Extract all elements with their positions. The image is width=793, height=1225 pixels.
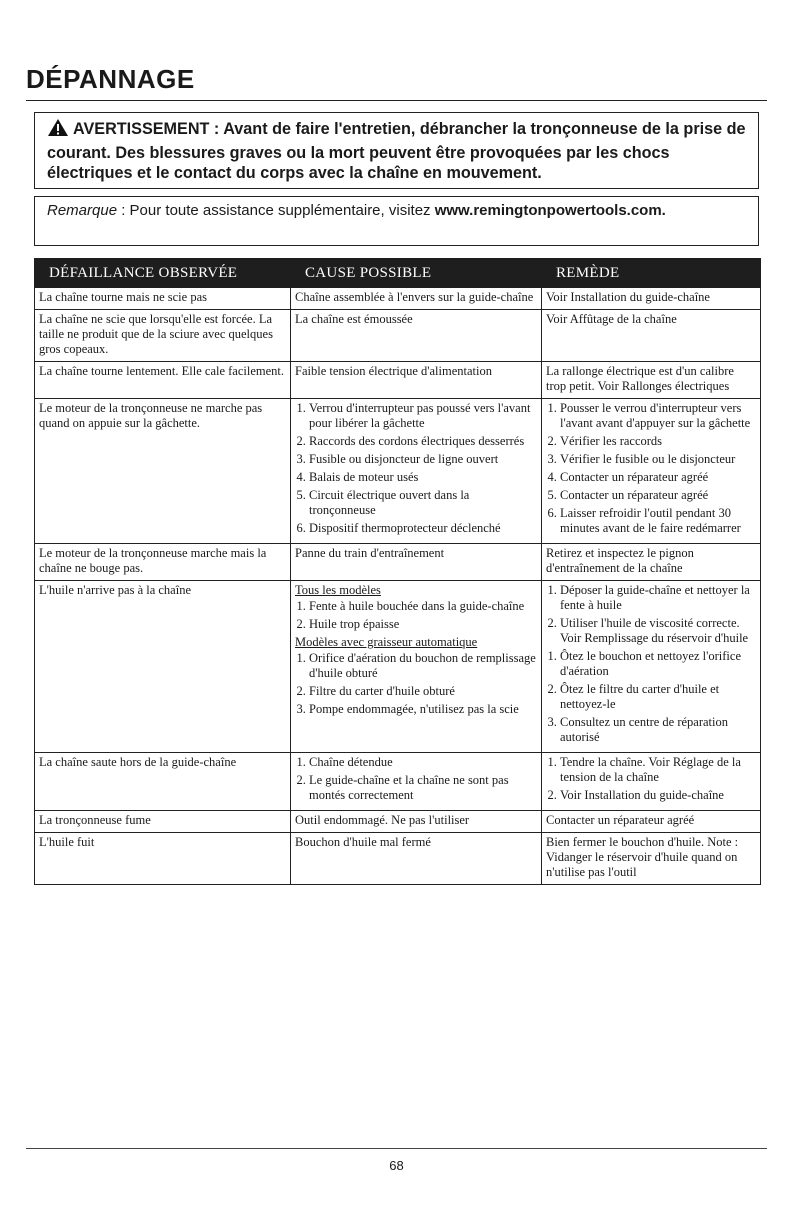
remedy-item: 3. Consultez un centre de réparation autorisé <box>560 715 756 745</box>
cause-item: 1. Orifice d'aération du bouchon de remplissage d'huile obturé <box>309 651 537 681</box>
remedy-item: 2. Vérifier les raccords <box>560 434 756 449</box>
table-row <box>35 399 761 544</box>
cause-item: 2. Filtre du carter d'huile obturé <box>309 684 537 699</box>
cause-cell <box>291 399 542 544</box>
note-text: : Pour toute assistance supplémentaire, visitez <box>117 202 435 219</box>
cause-item: 3. Pompe endommagée, n'utilisez pas la scie <box>309 702 537 717</box>
warning-label: AVERTISSEMENT <box>73 120 210 138</box>
troubleshooting-table <box>34 258 761 885</box>
cause-cell: Faible tension électrique d'alimentation <box>291 362 542 399</box>
table-row <box>35 581 761 753</box>
cause-item: 2. Huile trop épaisse <box>309 617 537 632</box>
cause-item: 1. Chaîne détendue <box>309 755 537 770</box>
cause-list <box>295 599 537 632</box>
remedy-cell: Voir Installation du guide-chaîne <box>542 288 761 310</box>
remedy-item: 2. Ôtez le filtre du carter d'huile et nettoyez-le <box>560 682 756 712</box>
remedy-item: 5. Contacter un réparateur agréé <box>560 488 756 503</box>
symptom-cell: L'huile n'arrive pas à la chaîne <box>35 581 291 753</box>
symptom-cell: La tronçonneuse fume <box>35 811 291 833</box>
remedy-item: 1. Tendre la chaîne. Voir Réglage de la tension de la chaîne <box>560 755 756 785</box>
cause-list <box>295 755 537 803</box>
cause-cell <box>291 753 542 811</box>
cause-item: 2. Raccords des cordons électriques desserrés <box>309 434 537 449</box>
remedy-item: 2. Voir Installation du guide-chaîne <box>560 788 756 803</box>
table-row <box>35 833 761 885</box>
table-header-row <box>35 259 761 288</box>
cause-list <box>295 651 537 717</box>
cause-item: 5. Circuit électrique ouvert dans la tronçonneuse <box>309 488 537 518</box>
remedy-cell: La rallonge électrique est d'un calibre trop petit. Voir Rallonges électriques <box>542 362 761 399</box>
cause-list <box>295 401 537 536</box>
remedy-cell: Contacter un réparateur agréé <box>542 811 761 833</box>
table-row <box>35 544 761 581</box>
warning-box <box>34 112 759 189</box>
remedy-cell <box>542 399 761 544</box>
cause-cell: Bouchon d'huile mal fermé <box>291 833 542 885</box>
cause-cell: La chaîne est émoussée <box>291 310 542 362</box>
page-number: 68 <box>389 1158 404 1173</box>
remedy-item: 1. Déposer la guide-chaîne et nettoyer la fente à huile <box>560 583 756 613</box>
cause-item: 6. Dispositif thermoprotecteur déclenché <box>309 521 537 536</box>
header-cause: CAUSE POSSIBLE <box>291 259 542 288</box>
cause-item: 2. Le guide-chaîne et la chaîne ne sont pas montés correctement <box>309 773 537 803</box>
symptom-cell: La chaîne tourne lentement. Elle cale facilement. <box>35 362 291 399</box>
cause-group-label: Tous les modèles <box>295 583 381 597</box>
cause-item: 1. Verrou d'interrupteur pas poussé vers l'avant pour libérer la gâchette <box>309 401 537 431</box>
remedy-item: 1. Pousser le verrou d'interrupteur vers l'avant avant d'appuyer sur la gâchette <box>560 401 756 431</box>
symptom-cell: Le moteur de la tronçonneuse ne marche pas quand on appuie sur la gâchette. <box>35 399 291 544</box>
remedy-item: 1. Ôtez le bouchon et nettoyez l'orifice d'aération <box>560 649 756 679</box>
footer-rule <box>26 1148 767 1149</box>
cause-item: 4. Balais de moteur usés <box>309 470 537 485</box>
remedy-cell: Bien fermer le bouchon d'huile. Note : Vidanger le réservoir d'huile quand on n'utilise pas l'outil <box>542 833 761 885</box>
remedy-cell <box>542 753 761 811</box>
table-row <box>35 310 761 362</box>
remedy-item: 4. Contacter un réparateur agréé <box>560 470 756 485</box>
table-row <box>35 362 761 399</box>
header-symptom: DÉFAILLANCE OBSERVÉE <box>35 259 291 288</box>
cause-group-label: Modèles avec graisseur automatique <box>295 635 478 649</box>
cause-cell <box>291 581 542 753</box>
remedy-item: 6. Laisser refroidir l'outil pendant 30 minutes avant de le faire redémarrer <box>560 506 756 536</box>
symptom-cell: La chaîne tourne mais ne scie pas <box>35 288 291 310</box>
note-box <box>34 196 759 246</box>
remedy-item: 3. Vérifier le fusible ou le disjoncteur <box>560 452 756 467</box>
cause-item: 3. Fusible ou disjoncteur de ligne ouvert <box>309 452 537 467</box>
remedy-list <box>546 755 756 803</box>
warning-text: : Avant de faire l'entretien, débrancher la tronçonneuse de la prise de courant. Des blessures graves ou la mort peuvent être provoquées par les chocs électriques et le contact du corps avec la chaîne en mouvement. <box>47 120 746 182</box>
page-title: DÉPANNAGE <box>26 64 195 94</box>
remedy-list <box>546 583 756 646</box>
remedy-list <box>546 649 756 745</box>
cause-cell: Outil endommagé. Ne pas l'utiliser <box>291 811 542 833</box>
cause-item: 1. Fente à huile bouchée dans la guide-chaîne <box>309 599 537 614</box>
header-remedy: REMÈDE <box>542 259 761 288</box>
remedy-list <box>546 401 756 536</box>
note-label: Remarque <box>47 202 118 219</box>
warning-triangle-icon <box>47 118 69 143</box>
table-row <box>35 811 761 833</box>
symptom-cell: Le moteur de la tronçonneuse marche mais la chaîne ne bouge pas. <box>35 544 291 581</box>
remedy-item: 2. Utiliser l'huile de viscosité correcte. Voir Remplissage du réservoir d'huile <box>560 616 756 646</box>
table-row <box>35 288 761 310</box>
remedy-cell: Retirez et inspectez le pignon d'entraînement de la chaîne <box>542 544 761 581</box>
remedy-cell <box>542 581 761 753</box>
remedy-cell: Voir Affûtage de la chaîne <box>542 310 761 362</box>
cause-cell: Panne du train d'entraînement <box>291 544 542 581</box>
website-link[interactable]: www.remingtonpowertools.com. <box>434 202 666 219</box>
symptom-cell: La chaîne saute hors de la guide-chaîne <box>35 753 291 811</box>
title-rule <box>26 100 767 101</box>
symptom-cell: La chaîne ne scie que lorsqu'elle est forcée. La taille ne produit que de la sciure avec quelques gros copeaux. <box>35 310 291 362</box>
table-row <box>35 753 761 811</box>
cause-cell: Chaîne assemblée à l'envers sur la guide-chaîne <box>291 288 542 310</box>
symptom-cell: L'huile fuit <box>35 833 291 885</box>
